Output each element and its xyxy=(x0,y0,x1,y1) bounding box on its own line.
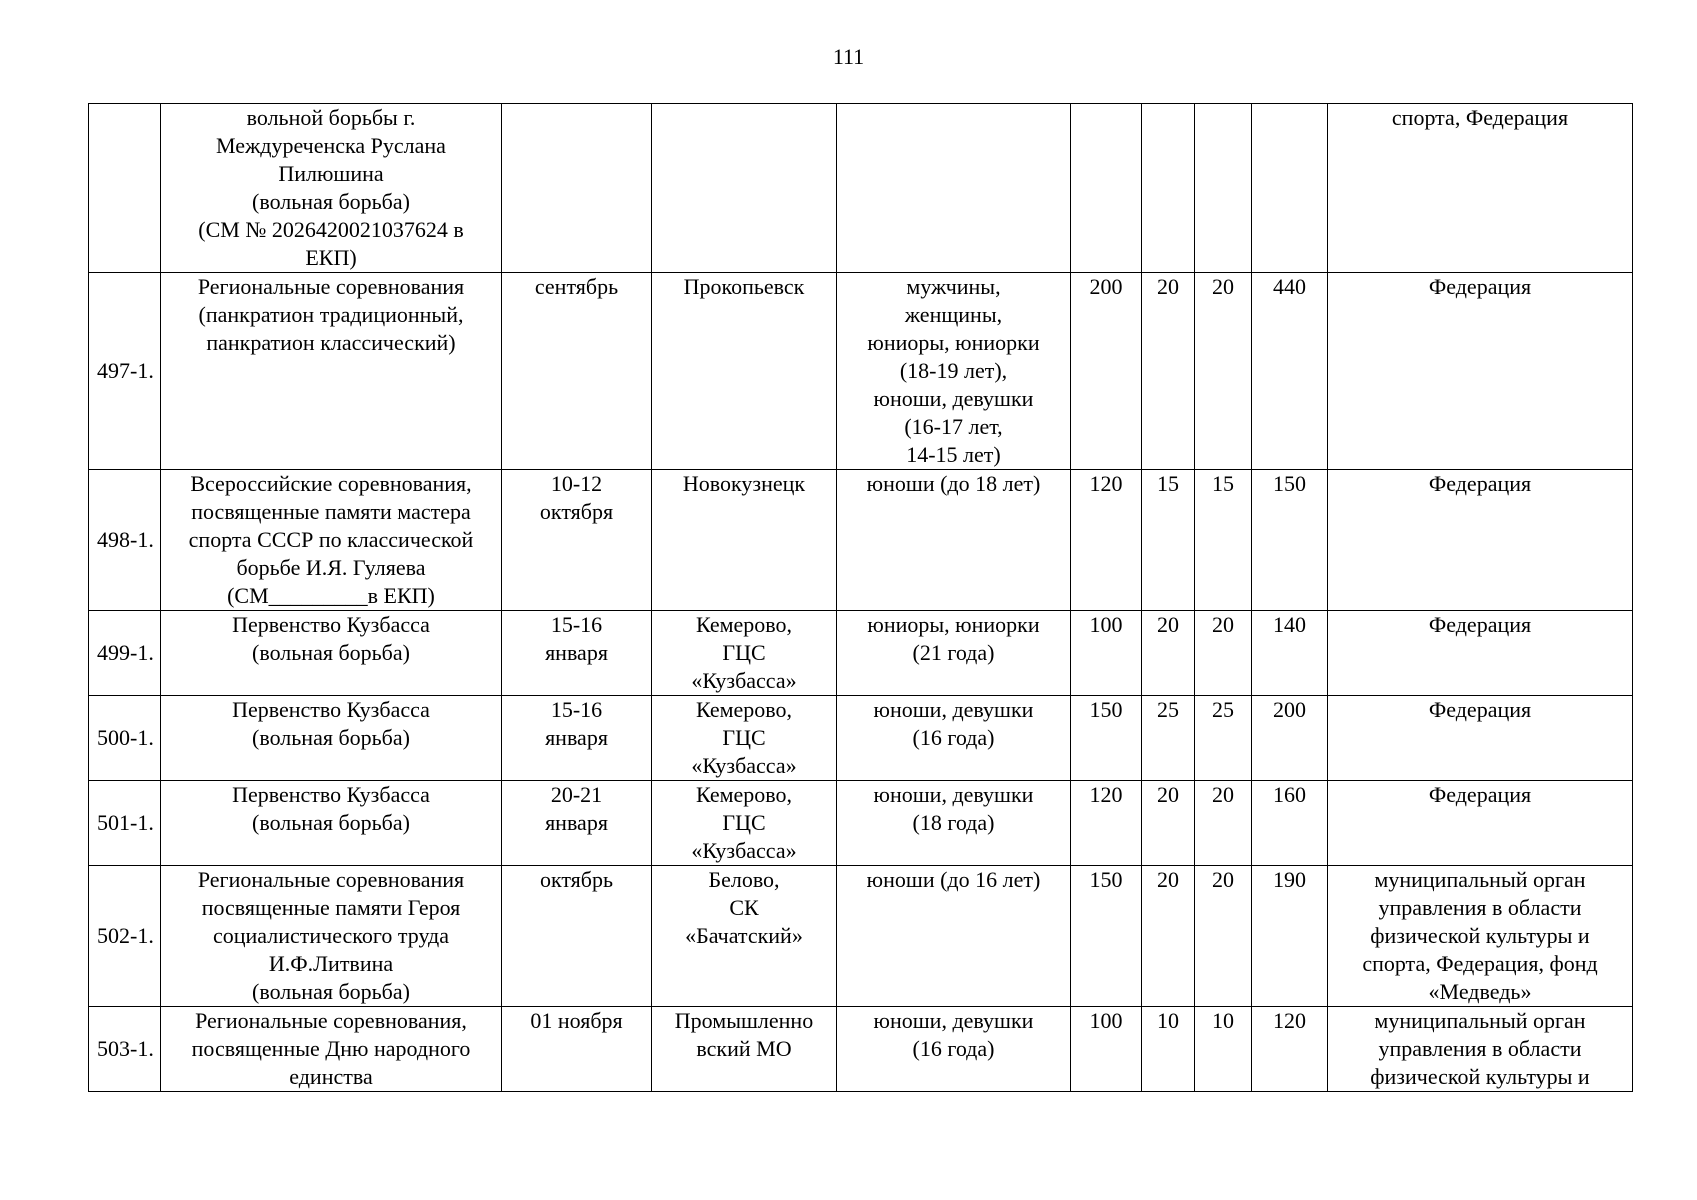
event-participants: юниоры, юниорки (21 года) xyxy=(837,611,1071,696)
count-2: 20 xyxy=(1142,781,1195,866)
count-2: 15 xyxy=(1142,470,1195,611)
count-4: 150 xyxy=(1252,470,1328,611)
row-number: 500-1. xyxy=(89,696,161,781)
count-3: 20 xyxy=(1195,273,1252,470)
count-3: 25 xyxy=(1195,696,1252,781)
event-participants: юноши (до 16 лет) xyxy=(837,866,1071,1007)
event-name: Первенство Кузбасса (вольная борьба) xyxy=(161,611,502,696)
count-2 xyxy=(1142,104,1195,273)
event-place: Промышленно вский МО xyxy=(652,1007,837,1092)
event-name: Региональные соревнования посвященные памяти Героя социалистического труда И.Ф.Литвина (вольная борьба) xyxy=(161,866,502,1007)
row-number: 503-1. xyxy=(89,1007,161,1092)
count-3: 15 xyxy=(1195,470,1252,611)
event-name: Первенство Кузбасса (вольная борьба) xyxy=(161,696,502,781)
event-name: Региональные соревнования, посвященные Дню народного единства xyxy=(161,1007,502,1092)
count-1: 100 xyxy=(1071,611,1142,696)
row-number: 499-1. xyxy=(89,611,161,696)
count-4: 120 xyxy=(1252,1007,1328,1092)
row-number xyxy=(89,104,161,273)
count-4: 140 xyxy=(1252,611,1328,696)
event-place xyxy=(652,104,837,273)
table-row xyxy=(89,273,1633,470)
table-row xyxy=(89,866,1633,1007)
event-organizer: Федерация xyxy=(1328,781,1633,866)
event-participants: мужчины, женщины, юниоры, юниорки (18-19 лет), юноши, девушки (16-17 лет, 14-15 лет) xyxy=(837,273,1071,470)
event-date xyxy=(502,104,652,273)
event-name: Региональные соревнования (панкратион традиционный, панкратион классический) xyxy=(161,273,502,470)
count-2: 10 xyxy=(1142,1007,1195,1092)
table-row xyxy=(89,1007,1633,1092)
count-2: 20 xyxy=(1142,273,1195,470)
event-organizer: Федерация xyxy=(1328,696,1633,781)
table-row xyxy=(89,781,1633,866)
count-3: 20 xyxy=(1195,611,1252,696)
event-organizer: спорта, Федерация xyxy=(1328,104,1633,273)
count-2: 20 xyxy=(1142,866,1195,1007)
count-4: 190 xyxy=(1252,866,1328,1007)
event-date: 01 ноября xyxy=(502,1007,652,1092)
event-participants: юноши, девушки (16 года) xyxy=(837,1007,1071,1092)
event-organizer: Федерация xyxy=(1328,273,1633,470)
count-3: 10 xyxy=(1195,1007,1252,1092)
count-4: 440 xyxy=(1252,273,1328,470)
page-number: 111 xyxy=(832,44,865,69)
event-place: Кемерово, ГЦС «Кузбасса» xyxy=(652,781,837,866)
row-number: 497-1. xyxy=(89,273,161,470)
event-place: Кемерово, ГЦС «Кузбасса» xyxy=(652,696,837,781)
row-number: 502-1. xyxy=(89,866,161,1007)
count-1 xyxy=(1071,104,1142,273)
count-1: 120 xyxy=(1071,781,1142,866)
count-3: 20 xyxy=(1195,781,1252,866)
count-1: 100 xyxy=(1071,1007,1142,1092)
event-participants xyxy=(837,104,1071,273)
count-1: 150 xyxy=(1071,866,1142,1007)
event-organizer: Федерация xyxy=(1328,611,1633,696)
event-organizer: Федерация xyxy=(1328,470,1633,611)
event-place: Кемерово, ГЦС «Кузбасса» xyxy=(652,611,837,696)
event-date: 10-12 октября xyxy=(502,470,652,611)
count-1: 120 xyxy=(1071,470,1142,611)
event-organizer: муниципальный орган управления в области физической культуры и xyxy=(1328,1007,1633,1092)
event-name: вольной борьбы г. Междуреченска Руслана Пилюшина (вольная борьба) (СМ № 2026420021037624 в ЕКП) xyxy=(161,104,502,273)
table-row xyxy=(89,696,1633,781)
count-1: 150 xyxy=(1071,696,1142,781)
event-name: Всероссийские соревнования, посвященные памяти мастера спорта СССР по классической борьбе И.Я. Гуляева (СМ_________в ЕКП) xyxy=(161,470,502,611)
event-date: сентябрь xyxy=(502,273,652,470)
count-3 xyxy=(1195,104,1252,273)
event-participants: юноши, девушки (16 года) xyxy=(837,696,1071,781)
event-organizer: муниципальный орган управления в области физической культуры и спорта, Федерация, фонд «Медведь» xyxy=(1328,866,1633,1007)
event-place: Белово, СК «Бачатский» xyxy=(652,866,837,1007)
event-place: Новокузнецк xyxy=(652,470,837,611)
count-4 xyxy=(1252,104,1328,273)
event-date: 15-16 января xyxy=(502,611,652,696)
table-row xyxy=(89,104,1633,273)
event-date: 15-16 января xyxy=(502,696,652,781)
event-participants: юноши (до 18 лет) xyxy=(837,470,1071,611)
event-date: октябрь xyxy=(502,866,652,1007)
count-2: 20 xyxy=(1142,611,1195,696)
count-4: 200 xyxy=(1252,696,1328,781)
row-number: 498-1. xyxy=(89,470,161,611)
table-row xyxy=(89,470,1633,611)
count-1: 200 xyxy=(1071,273,1142,470)
row-number: 501-1. xyxy=(89,781,161,866)
events-table xyxy=(88,103,1633,1092)
count-2: 25 xyxy=(1142,696,1195,781)
event-place: Прокопьевск xyxy=(652,273,837,470)
count-4: 160 xyxy=(1252,781,1328,866)
count-3: 20 xyxy=(1195,866,1252,1007)
event-participants: юноши, девушки (18 года) xyxy=(837,781,1071,866)
table-row xyxy=(89,611,1633,696)
event-name: Первенство Кузбасса (вольная борьба) xyxy=(161,781,502,866)
event-date: 20-21 января xyxy=(502,781,652,866)
